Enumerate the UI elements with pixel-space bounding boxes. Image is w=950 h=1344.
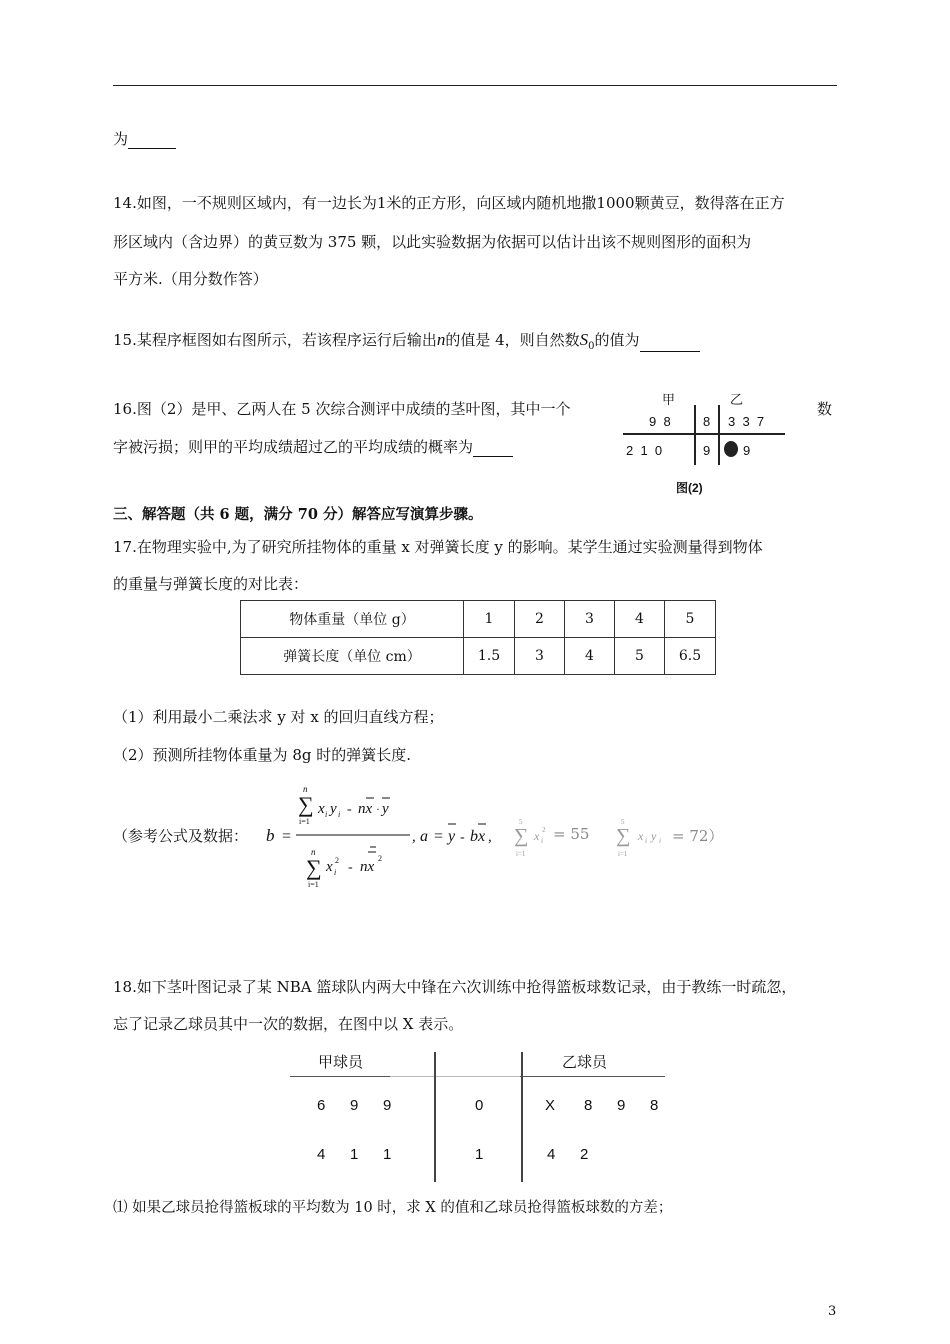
- q17-line1: 17.在物理实验中,为了研究所挂物体的重量 x 对弹簧长度 y 的影响。某学生通过实验测量得到物体: [113, 538, 763, 556]
- smudged-digit-icon: [724, 441, 738, 457]
- svg-text:x: x: [318, 801, 325, 817]
- svg-text:i=1: i=1: [516, 850, 526, 858]
- table-cell: 4: [565, 638, 615, 675]
- svg-text:i: i: [334, 868, 337, 877]
- fig2-header-left: 甲: [662, 392, 676, 407]
- q16-line2: 字被污损；则甲的平均成绩超过乙的平均成绩的概率为: [113, 436, 513, 457]
- fig2-row1-left: 9 8: [649, 414, 671, 429]
- leaf-x: X: [545, 1097, 556, 1114]
- svg-text:i: i: [325, 810, 328, 819]
- svg-text:i=1: i=1: [299, 817, 310, 826]
- leaf: 1: [350, 1146, 359, 1163]
- fig2-vline1: [694, 405, 696, 465]
- stem: 0: [475, 1097, 484, 1114]
- svg-text:i: i: [659, 837, 661, 845]
- fig2-row1-right: 3 3 7: [728, 414, 765, 429]
- fig2-caption: 图(2): [676, 481, 703, 495]
- svg-text:nx: nx: [358, 801, 373, 817]
- q14-line2: 形区域内（含边界）的黄豆数为 375 颗，以此实验数据为依据可以估计出该不规则图形的面积为: [113, 233, 752, 251]
- svg-text:∑: ∑: [616, 825, 631, 847]
- sum-xy-value: = 72）: [672, 827, 724, 845]
- regression-formula: [262, 780, 732, 892]
- q17-table: [240, 600, 716, 675]
- q16-line1: 16.图（2）是甲、乙两人在 5 次综合测评中成绩的茎叶图，其中一个: [113, 400, 571, 418]
- stem: 1: [475, 1146, 484, 1163]
- fig3-rule-right: [520, 1076, 665, 1077]
- svg-text:-: -: [460, 830, 465, 845]
- svg-text:n: n: [303, 784, 308, 794]
- svg-text:x: x: [534, 829, 540, 843]
- svg-text:=: =: [434, 828, 444, 845]
- svg-text:y: y: [448, 828, 456, 845]
- svg-text:·: ·: [376, 802, 380, 816]
- svg-text:∑: ∑: [306, 855, 322, 880]
- svg-text:n: n: [311, 847, 316, 857]
- fig3-left-title: 甲球员: [318, 1054, 364, 1071]
- section3-heading: 三、解答题（共 6 题，满分 70 分）解答应写演算步骤。: [113, 506, 483, 523]
- leaf: 2: [580, 1146, 589, 1163]
- svg-text:∑: ∑: [514, 825, 529, 847]
- table-cell: 3: [515, 638, 565, 675]
- table-row: [241, 638, 716, 675]
- top-rule: [113, 85, 837, 86]
- table-cell: 3: [565, 601, 615, 638]
- fig2-row2-left: 2 1 0: [626, 443, 663, 458]
- svg-text:,: ,: [488, 829, 492, 845]
- sum-sq-value: = 55: [553, 825, 590, 843]
- svg-text:i=1: i=1: [308, 880, 319, 889]
- q17-part1: （1）利用最小二乘法求 y 对 x 的回归直线方程；: [113, 708, 444, 726]
- svg-text:-: -: [348, 860, 353, 875]
- leaf: 9: [617, 1097, 626, 1114]
- fig3-rule-left: [290, 1076, 390, 1077]
- fig2-vline2: [718, 405, 720, 465]
- leaf: 9: [350, 1097, 359, 1114]
- svg-text:-: -: [347, 802, 352, 817]
- svg-text:2: 2: [378, 854, 382, 863]
- q13-tail: 为: [113, 128, 176, 149]
- svg-text:a: a: [420, 828, 428, 845]
- q14-line1: 14.如图，一不规则区域内，有一边长为1米的正方形，向区域内随机地撒1000颗黄豆，数得落在正方: [113, 194, 785, 212]
- svg-text:2: 2: [542, 826, 546, 834]
- svg-text:=: =: [282, 828, 292, 845]
- table-cell: 4: [615, 601, 665, 638]
- svg-text:i=1: i=1: [618, 850, 628, 858]
- svg-text:nx: nx: [360, 859, 375, 875]
- q16-word-end: 数: [817, 400, 833, 418]
- svg-text:y: y: [382, 801, 389, 817]
- q18-line1: 18.如下茎叶图记录了某 NBA 篮球队内两大中锋在六次训练中抢得篮板球数记录，由于教练一时疏忽，: [113, 978, 797, 996]
- table-row: [241, 601, 716, 638]
- q17-ref-label: （参考公式及数据：: [113, 827, 249, 845]
- q18-line2: 忘了记录乙球员其中一次的数据，在图中以 X 表示。: [113, 1015, 464, 1033]
- svg-text:5: 5: [621, 818, 625, 826]
- table-row-label: 物体重量（单位 g）: [241, 601, 464, 638]
- table-cell: 2: [515, 601, 565, 638]
- leaf: 6: [317, 1097, 326, 1114]
- leaf: 9: [383, 1097, 392, 1114]
- leaf: 1: [383, 1146, 392, 1163]
- svg-text:y: y: [651, 829, 657, 843]
- table-row-label: 弹簧长度（单位 cm）: [241, 638, 464, 675]
- page-number: 3: [828, 1304, 837, 1319]
- fig3-right-title: 乙球员: [562, 1054, 608, 1071]
- svg-text:5: 5: [519, 818, 523, 826]
- leaf: 4: [547, 1146, 556, 1163]
- svg-text:2: 2: [335, 856, 339, 865]
- q17-part2: （2）预测所挂物体重量为 8g 时的弹簧长度.: [113, 746, 411, 764]
- fig2-hline: [623, 433, 785, 435]
- table-cell: 5: [665, 601, 716, 638]
- fig3-vline-left: [434, 1052, 436, 1182]
- svg-text:bx: bx: [470, 828, 486, 845]
- leaf: 8: [584, 1097, 593, 1114]
- svg-text:y: y: [330, 801, 337, 817]
- svg-text:i: i: [541, 837, 543, 845]
- table-cell: 1.5: [464, 638, 515, 675]
- table-cell: 5: [615, 638, 665, 675]
- q17-line2: 的重量与弹簧长度的对比表：: [113, 575, 309, 593]
- svg-text:,: ,: [412, 829, 416, 845]
- fig2-row2-right: 9: [743, 443, 751, 458]
- leaf: 8: [650, 1097, 659, 1114]
- q14-line3: 平方米.（用分数作答）: [113, 270, 268, 288]
- fig3-rule-mid: [390, 1076, 520, 1077]
- svg-text:∑: ∑: [298, 792, 314, 817]
- table-cell: 1: [464, 601, 515, 638]
- table-cell: 6.5: [665, 638, 716, 675]
- svg-text:x: x: [638, 829, 644, 843]
- svg-text:b: b: [266, 826, 275, 845]
- fig2-header-right: 乙: [730, 392, 744, 407]
- fig2-row1-stem: 8: [703, 414, 711, 429]
- fig3-vline-right: [521, 1052, 523, 1182]
- svg-text:i: i: [338, 810, 341, 819]
- leaf: 4: [317, 1146, 326, 1163]
- svg-text:i: i: [645, 837, 647, 845]
- fig2-row2-stem: 9: [703, 443, 711, 458]
- svg-text:x: x: [326, 859, 333, 875]
- q18-part1: ⑴ 如果乙球员抢得篮板球的平均数为 10 时，求 X 的值和乙球员抢得篮板球数的方差；: [113, 1200, 673, 1216]
- q15: 15.某程序框图如右图所示，若该程序运行后输出n的值是 4，则自然数$S_0$的值为: [113, 329, 700, 352]
